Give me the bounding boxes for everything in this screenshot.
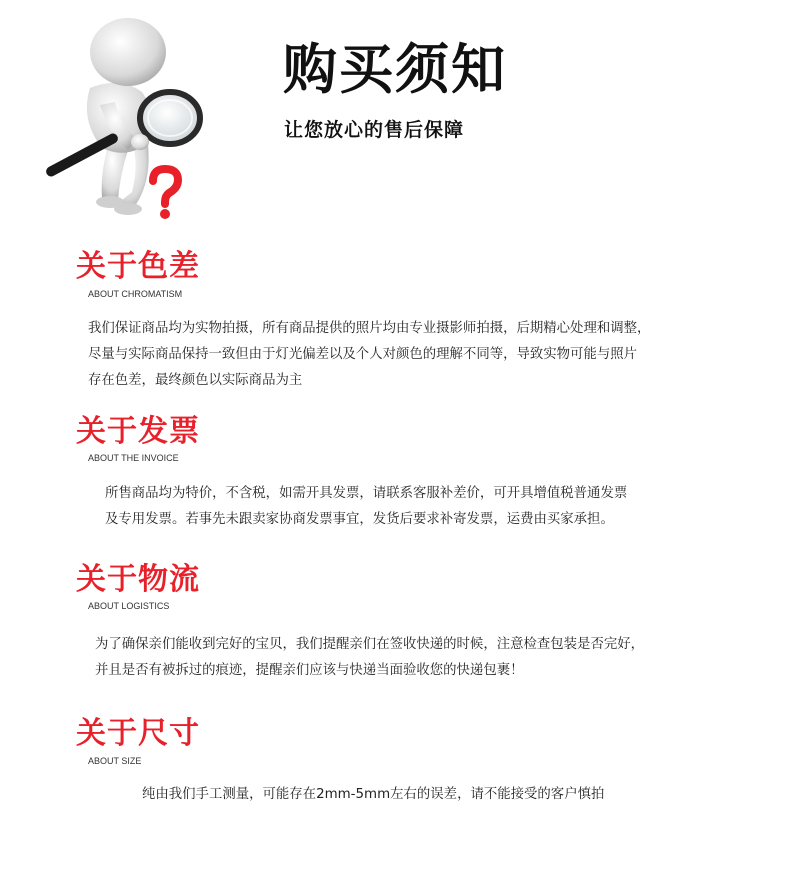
- section-heading-invoice: 关于发票: [76, 414, 200, 449]
- body-line: 存在色差，最终颜色以实际商品为主: [88, 373, 303, 388]
- body-line: 并且是否有被拆过的痕迹，提醒亲们应该与快递当面验收您的快递包裹！: [95, 663, 524, 678]
- section-body-size: [142, 782, 604, 808]
- section-subheading-logistics: ABOUT LOGISTICS: [88, 601, 170, 611]
- body-line: 纯由我们手工测量，可能存在2mm-5mm左右的误差，请不能接受的客户慎拍: [142, 787, 605, 802]
- section-heading-chromatism: 关于色差: [76, 249, 200, 284]
- question-mark-icon: [145, 165, 185, 220]
- body-line: 所售商品均为特价，不含税，如需开具发票，请联系客服补差价，可开具增值税普通发票: [105, 486, 628, 501]
- section-subheading-invoice: ABOUT THE INVOICE: [88, 453, 179, 463]
- body-line: 我们保证商品均为实物拍摄，所有商品提供的照片均由专业摄影师拍摄，后期精心处理和调整，: [88, 321, 651, 336]
- body-line: 尽量与实际商品保持一致但由于灯光偏差以及个人对颜色的理解不同等，导致实物可能与照片: [88, 347, 638, 362]
- section-subheading-chromatism: ABOUT CHROMATISM: [88, 289, 183, 299]
- section-heading-logistics: 关于物流: [76, 562, 200, 597]
- body-line: 及专用发票。若事先未跟卖家协商发票事宜，发货后要求补寄发票，运费由买家承担。: [105, 512, 614, 527]
- section-heading-size: 关于尺寸: [76, 716, 200, 751]
- section-body-logistics: [95, 632, 644, 684]
- figure-illustration-icon: [40, 10, 220, 220]
- section-subheading-size: ABOUT SIZE: [88, 756, 142, 766]
- body-line: 为了确保亲们能收到完好的宝贝，我们提醒亲们在签收快递的时候，注意检查包装是否完好，: [95, 637, 645, 652]
- section-body-chromatism: [88, 316, 650, 394]
- page-title: 购买须知: [283, 38, 507, 101]
- page-subtitle: 让您放心的售后保障: [284, 119, 465, 141]
- figure-with-magnifying-glass: [40, 10, 220, 220]
- section-body-invoice: [105, 481, 627, 533]
